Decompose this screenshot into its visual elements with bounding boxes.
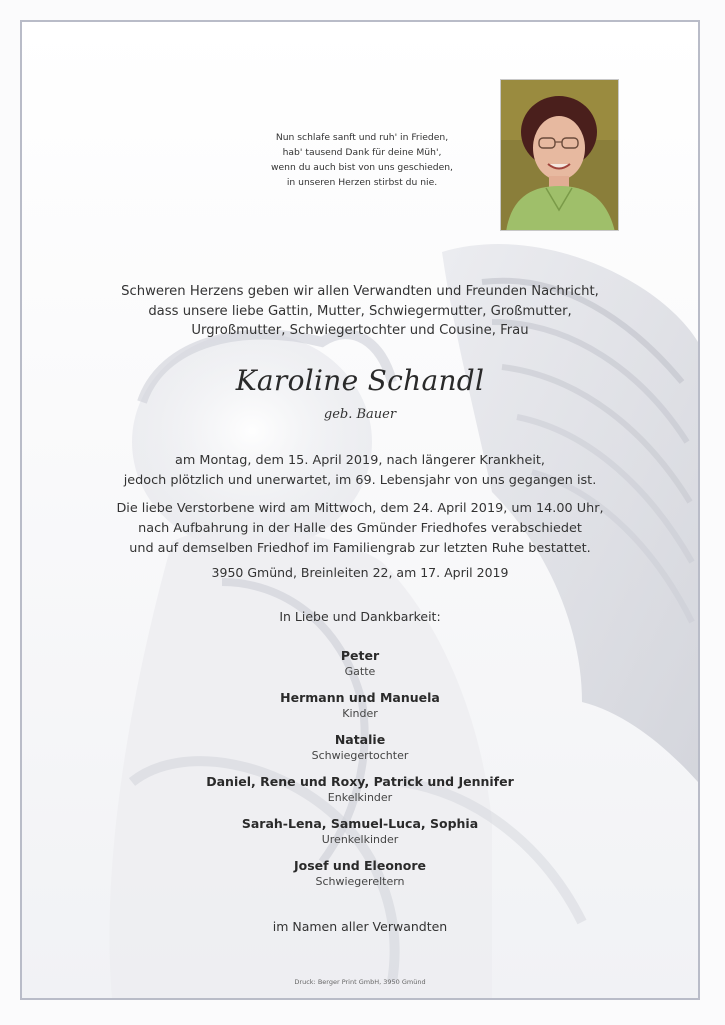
mourner-entry — [22, 816, 698, 847]
funeral-line: Die liebe Verstorbene wird am Mittwoch, dem 24. April 2019, um 14.00 Uhr, — [116, 501, 604, 516]
poem-line: Nun schlafe sanft und ruh' in Frieden, — [275, 132, 449, 143]
intro-line: dass unsere liebe Gattin, Mutter, Schwiegermutter, Großmutter, — [148, 303, 572, 319]
mourner-name: Peter — [340, 648, 380, 663]
mourner-role: Urenkelkinder — [321, 833, 399, 846]
deceased-name: Karoline Schandl — [235, 364, 485, 397]
closing-line: im Namen aller Verwandten — [272, 919, 448, 934]
mourner-name: Josef und Eleonore — [293, 858, 427, 873]
mourner-name: Hermann und Manuela — [280, 690, 440, 705]
mourner-entry — [22, 858, 698, 889]
mourner-name: Natalie — [334, 732, 386, 747]
mourner-name: Daniel, Rene und Roxy, Patrick und Jennifer — [206, 774, 514, 789]
page-frame — [20, 20, 700, 1000]
mourner-entry — [22, 690, 698, 721]
funeral-line: und auf demselben Friedhof im Familiengrab zur letzten Ruhe bestattet. — [129, 541, 591, 556]
intro-text — [22, 282, 698, 341]
mourner-entry — [22, 774, 698, 805]
poem-line: wenn du auch bist von uns geschieden, — [271, 162, 453, 173]
poem — [227, 130, 497, 190]
intro-line: Urgroßmutter, Schwiegertochter und Cousine, Frau — [191, 323, 529, 338]
death-notice-line: jedoch plötzlich und unerwartet, im 69. Lebensjahr von uns gegangen ist. — [123, 473, 597, 488]
poem-line: in unseren Herzen stirbst du nie. — [286, 177, 438, 188]
mourner-role: Gatte — [344, 665, 376, 678]
mourner-name: Sarah-Lena, Samuel-Luca, Sophia — [241, 816, 479, 831]
death-notice-line: am Montag, dem 15. April 2019, nach längerer Krankheit, — [175, 453, 545, 468]
portrait-photo — [500, 79, 619, 231]
text-content — [22, 22, 698, 998]
funeral-details — [22, 499, 698, 559]
intro-line: Schweren Herzens geben wir allen Verwandten und Freunden Nachricht, — [121, 284, 599, 299]
birth-name: geb. Bauer — [323, 407, 397, 422]
mourner-entry — [22, 732, 698, 763]
funeral-line: nach Aufbahrung in der Halle des Gmünder Friedhofes verabschiedet — [138, 521, 582, 536]
mourner-role: Schwiegertochter — [311, 749, 409, 762]
mourner-role: Enkelkinder — [327, 791, 393, 804]
mourner-role: Schwiegereltern — [315, 875, 405, 888]
mourner-entry — [22, 648, 698, 679]
mourners-list — [22, 648, 698, 900]
printer-credit: Druck: Berger Print GmbH, 3950 Gmünd — [294, 978, 426, 986]
address-date: 3950 Gmünd, Breinleiten 22, am 17. April 2019 — [211, 565, 509, 580]
death-notice — [22, 451, 698, 491]
poem-line: hab' tausend Dank für deine Müh', — [282, 147, 442, 158]
mourner-role: Kinder — [342, 707, 378, 720]
thanks-heading: In Liebe und Dankbarkeit: — [279, 609, 441, 624]
